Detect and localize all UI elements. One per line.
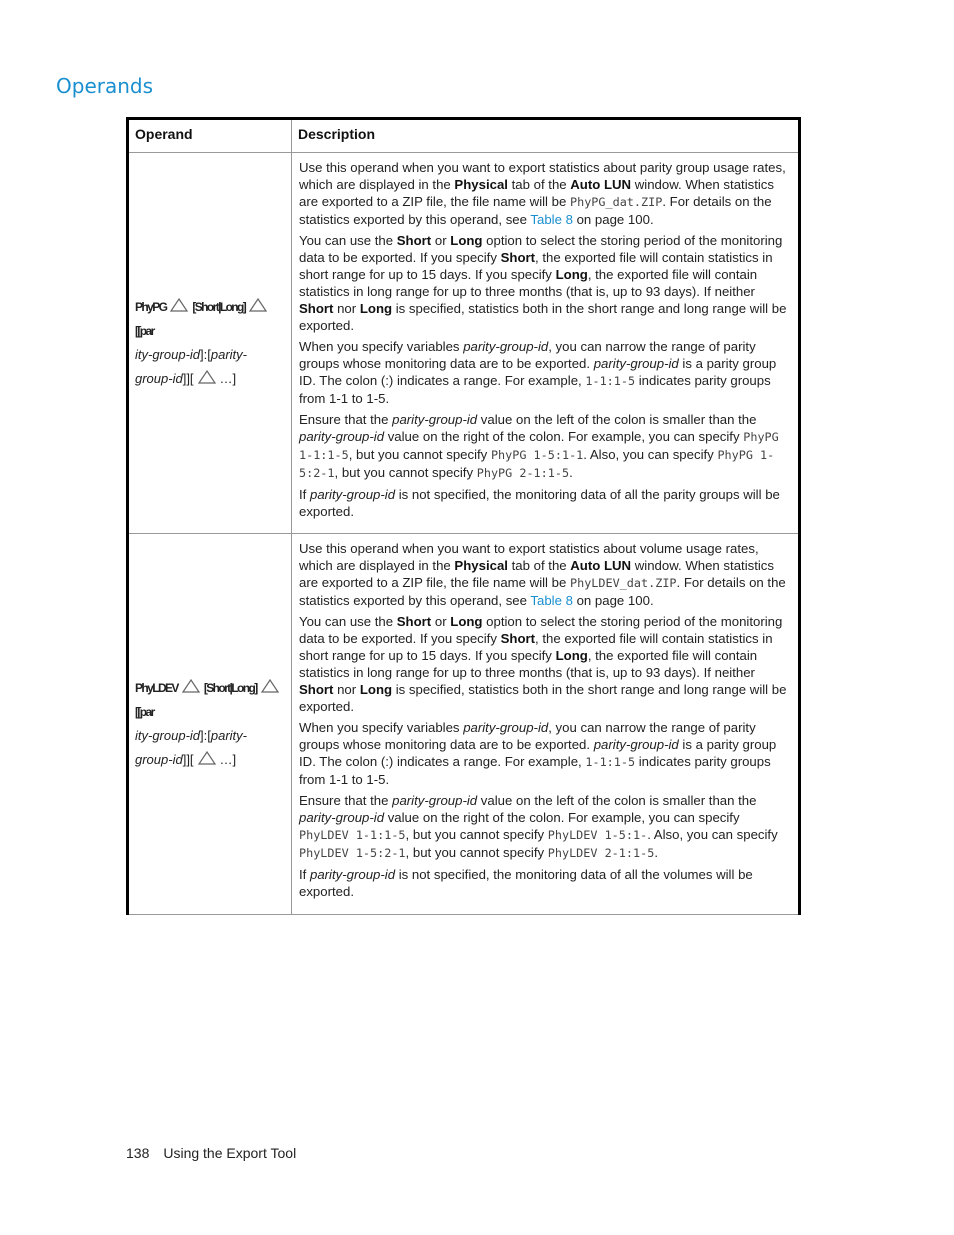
table-8-link[interactable]: Table 8 (530, 593, 573, 608)
operand-syntax (135, 295, 285, 391)
description-paragraph: Use this operand when you want to export statistics about parity group usage rates, which are displayed in the Physical tab of the Auto LUN window. When statistics are exported to a ZIP file, the file name will be PhyPG_dat.ZIP. For details on the statistics exported by this operand, see Table 8 on page 100. (299, 160, 786, 227)
description-paragraph: You can use the Short or Long option to select the storing period of the monitoring data to be exported. If you specify Short, the exported file will contain statistics in short range for up to 15 days. If you specify Long, the exported file will contain statistics in long range for up to three months (that is, up to 93 days). If neither Short nor Long is specified, statistics both in the short range and long range will be exported. (299, 233, 787, 333)
description-paragraph: When you specify variables parity-group-id, you can narrow the range of parity groups whose monitoring data are to be exported. parity-group-id is a parity group ID. The colon (:) indicates a range. For example, 1-1:1-5 indicates parity groups from 1-1 to 1-5. (299, 339, 777, 406)
operand-cell (128, 153, 292, 534)
table-8-link[interactable]: Table 8 (530, 212, 573, 227)
operand-option: [Short|Long] (192, 300, 246, 314)
operand-var: parity- (210, 728, 247, 743)
operands-table (126, 117, 801, 915)
operand-var: group-id (135, 371, 183, 386)
operand-var: ity-group-id (135, 728, 201, 743)
operand-var: parity- (210, 347, 247, 362)
triangle-space-icon (170, 296, 188, 310)
operand-command: PhyLDEV (135, 681, 178, 695)
triangle-space-icon (182, 677, 200, 691)
description-paragraph: Use this operand when you want to export statistics about volume usage rates, which are displayed in the Physical tab of the Auto LUN window. When statistics are exported to a ZIP file, the file name will be PhyLDEV_dat.ZIP. For details on the statistics exported by this operand, see Table 8 on page 100. (299, 541, 786, 608)
operand-command: PhyPG (135, 300, 167, 314)
page-number: 138 (126, 1145, 150, 1161)
operand-var: ity-group-id (135, 347, 201, 362)
description-cell (292, 534, 800, 915)
description-cell (292, 153, 800, 534)
operand-option: [Short|Long] (203, 681, 257, 695)
operand-sep: ]][ (182, 752, 194, 767)
chapter-title: Using the Export Tool (163, 1145, 297, 1161)
description-paragraph: When you specify variables parity-group-id, you can narrow the range of parity groups whose monitoring data are to be exported. parity-group-id is a parity group ID. The colon (:) indicates a range. For example, 1-1:1-5 indicates parity groups from 1-1 to 1-5. (299, 720, 777, 787)
triangle-space-icon (249, 296, 267, 310)
operand-sep: ]:[ (200, 347, 211, 362)
description-paragraph: You can use the Short or Long option to select the storing period of the monitoring data to be exported. If you specify Short, the exported file will contain statistics in short range for up to 15 days. If you specify Long, the exported file will contain statistics in long range for up to three months (that is, up to 93 days). If neither Short nor Long is specified, statistics both in the short range and long range will be exported. (299, 614, 787, 714)
triangle-space-icon (198, 749, 216, 763)
description-paragraph: Ensure that the parity-group-id value on the left of the colon is smaller than the parity-group-id value on the right of the colon. For example, you can specify PhyPG 1-1:1-5, but you cannot specify PhyPG 1-5:1-1. Also, you can specify PhyPG 1-5:2-1, but you cannot specify PhyPG 2-1:1-5. (299, 412, 779, 480)
table-header-row (128, 119, 800, 153)
table-row (128, 153, 800, 534)
operand-var: group-id (135, 752, 183, 767)
operand-sep: ]:[ (200, 728, 211, 743)
operand-ellipsis: …] (219, 371, 237, 386)
header-operand: Operand (128, 119, 292, 153)
triangle-space-icon (261, 677, 279, 691)
triangle-space-icon (198, 368, 216, 382)
page-footer (126, 1145, 296, 1161)
table-row (128, 534, 800, 915)
operand-sep: ]][ (182, 371, 194, 386)
description-paragraph: If parity-group-id is not specified, the monitoring data of all the volumes will be exported. (299, 867, 753, 899)
description-paragraph: If parity-group-id is not specified, the monitoring data of all the parity groups will be exported. (299, 487, 780, 519)
operand-ellipsis: …] (219, 752, 237, 767)
header-description: Description (292, 119, 800, 153)
operand-syntax (135, 676, 285, 772)
section-title: Operands (56, 74, 154, 98)
operand-cell (128, 534, 292, 915)
operand-open: [[par (135, 705, 154, 719)
operand-open: [[par (135, 324, 154, 338)
description-paragraph: Ensure that the parity-group-id value on the left of the colon is smaller than the parity-group-id value on the right of the colon. For example, you can specify PhyLDEV 1-1:1-5, but you cannot specify PhyLDEV 1-5:1-. Also, you can specify PhyLDEV 1-5:2-1, but you cannot specify PhyLDEV 2-1:1-5. (299, 793, 778, 860)
